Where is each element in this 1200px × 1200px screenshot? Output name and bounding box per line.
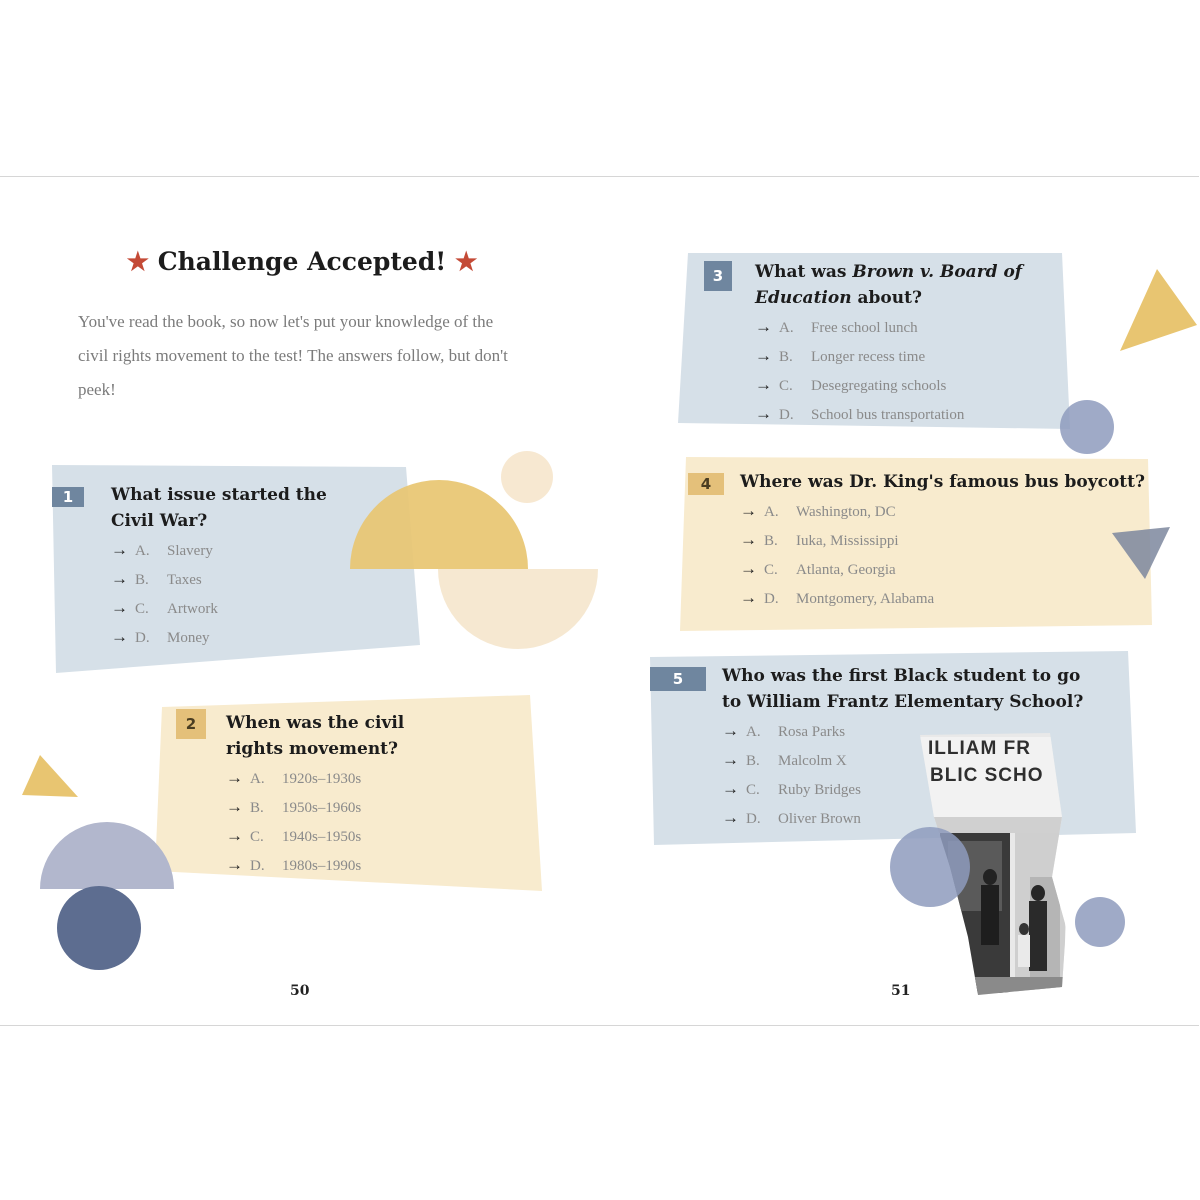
title-text: Challenge Accepted! [157, 247, 447, 276]
question-3 [755, 259, 1055, 429]
option-c[interactable]: → C. 1940s–1950s [226, 822, 466, 851]
question-1-number-badge: 1 [52, 487, 84, 507]
intro-paragraph: You've read the book, so now let's put your knowledge of the civil rights movement to the test! The answers follow, but don't peek! [78, 312, 508, 399]
arrow-right-icon: → [722, 721, 739, 740]
option-d[interactable]: → D. Oliver Brown [722, 804, 1102, 833]
arrow-right-icon: → [111, 540, 128, 559]
option-d[interactable]: → D. School bus transportation [755, 400, 1055, 429]
question-4-number-badge: 4 [688, 473, 724, 495]
question-2-text: When was the civil rights movement? [226, 713, 405, 759]
arrow-right-icon: → [740, 530, 757, 549]
option-a[interactable]: → A. Free school lunch [755, 313, 1055, 342]
arrow-right-icon: → [226, 855, 243, 874]
triangle-shape [22, 755, 78, 797]
arrow-right-icon: → [722, 779, 739, 798]
photo-sign-line-2: BLIC SCHO [930, 765, 1044, 786]
arrow-right-icon: → [755, 404, 772, 423]
option-b[interactable]: → B. Taxes [111, 565, 351, 594]
question-4-options [740, 497, 1140, 613]
option-b[interactable]: → B. Malcolm X [722, 746, 1102, 775]
arrow-right-icon: → [226, 797, 243, 816]
arrow-right-icon: → [111, 598, 128, 617]
option-c[interactable]: → C. Artwork [111, 594, 351, 623]
arrow-right-icon: → [226, 768, 243, 787]
question-2 [226, 710, 466, 880]
arrow-right-icon: → [740, 588, 757, 607]
arrow-right-icon: → [755, 346, 772, 365]
arrow-right-icon: → [755, 375, 772, 394]
question-1 [111, 482, 351, 652]
circle-shape [890, 827, 970, 907]
circle-shape [1075, 897, 1125, 947]
option-a[interactable]: → A. Slavery [111, 536, 351, 565]
page-number-right: 51 [891, 983, 911, 999]
option-b[interactable]: → B. Longer recess time [755, 342, 1055, 371]
question-5-options [722, 717, 1102, 833]
arrow-right-icon: → [226, 826, 243, 845]
circle-shape [501, 451, 553, 503]
question-2-number-badge: 2 [176, 709, 206, 739]
photo-sign-line-1: ILLIAM FR [928, 738, 1031, 759]
option-c[interactable]: → C. Atlanta, Georgia [740, 555, 1140, 584]
half-circle-shape [40, 822, 174, 889]
arrow-right-icon: → [740, 559, 757, 578]
option-a[interactable]: → A. Rosa Parks [722, 717, 1102, 746]
option-b[interactable]: → B. 1950s–1960s [226, 793, 466, 822]
star-icon: ★ [126, 247, 149, 276]
triangle-shape [1120, 269, 1197, 351]
circle-shape [57, 886, 141, 970]
option-c[interactable]: → C. Desegregating schools [755, 371, 1055, 400]
option-d[interactable]: → D. 1980s–1990s [226, 851, 466, 880]
option-d[interactable]: → D. Money [111, 623, 351, 652]
question-4 [740, 469, 1145, 613]
option-c[interactable]: → C. Ruby Bridges [722, 775, 1102, 804]
question-3-number-badge: 3 [704, 261, 732, 291]
arrow-right-icon: → [722, 750, 739, 769]
question-5-text: Who was the first Black student to go to William Frantz Elementary School? [722, 666, 1084, 712]
question-3-text: What was Brown v. Board of Education about? [755, 262, 1023, 308]
question-5 [722, 663, 1102, 833]
half-circle-shape [438, 569, 598, 649]
question-5-number-badge: 5 [650, 667, 706, 691]
book-spread [0, 176, 1199, 1026]
arrow-right-icon: → [111, 627, 128, 646]
question-2-options [226, 764, 466, 880]
option-d[interactable]: → D. Montgomery, Alabama [740, 584, 1140, 613]
arrow-right-icon: → [755, 317, 772, 336]
question-3-options [755, 313, 1055, 429]
arrow-right-icon: → [740, 501, 757, 520]
question-1-text: What issue started the Civil War? [111, 485, 327, 531]
page-number-left: 50 [290, 983, 310, 999]
circle-shape [1060, 400, 1114, 454]
arrow-right-icon: → [722, 808, 739, 827]
star-icon: ★ [455, 247, 478, 276]
option-b[interactable]: → B. Iuka, Mississippi [740, 526, 1140, 555]
question-1-options [111, 536, 351, 652]
option-a[interactable]: → A. 1920s–1930s [226, 764, 466, 793]
question-4-text: Where was Dr. King's famous bus boycott? [740, 472, 1145, 492]
arrow-right-icon: → [111, 569, 128, 588]
option-a[interactable]: → A. Washington, DC [740, 497, 1140, 526]
